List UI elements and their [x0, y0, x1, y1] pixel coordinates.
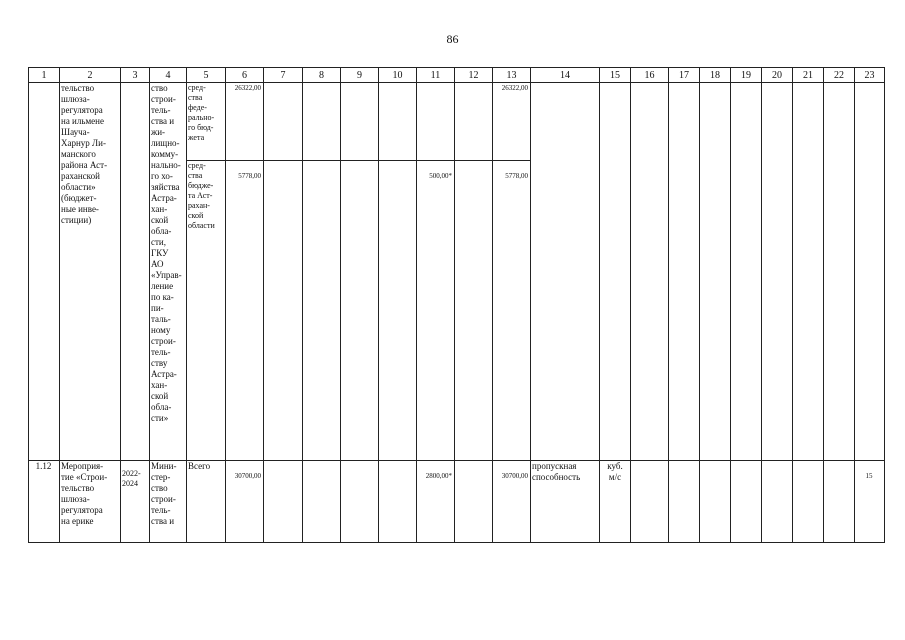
table-cell [669, 461, 700, 543]
header-cell: 3 [121, 68, 150, 83]
table-cell [731, 83, 762, 461]
table-cell-executor: ство строи- тель- ства и жи- лищно- комму- нально- го хо- зяйства Астра- хан- ской обла- сти, ГКУ АО «Управ- ление по ка- пи- таль- ному строи- тель- ству Астра- хан- ской обла- сти» [150, 83, 187, 461]
table-cell-value: 5778,00 [226, 161, 264, 461]
header-cell: 7 [264, 68, 303, 83]
table-cell [824, 461, 855, 543]
header-cell: 9 [341, 68, 379, 83]
table-cell-source: Всего [187, 461, 226, 543]
page-number: 86 [446, 32, 459, 46]
table-cell [303, 461, 341, 543]
header-cell: 8 [303, 68, 341, 83]
header-cell: 11 [417, 68, 455, 83]
table-cell-value: 15 [855, 461, 885, 543]
table-cell [121, 83, 150, 461]
table-cell [379, 161, 417, 461]
header-cell: 5 [187, 68, 226, 83]
table-cell-value: 26322,00 [493, 83, 531, 161]
table-cell [600, 83, 631, 461]
table-cell-unit: куб. м/с [600, 461, 631, 543]
table-cell-period: 2022- 2024 [121, 461, 150, 543]
table-cell-indicator: пропускная способность [531, 461, 600, 543]
header-cell: 16 [631, 68, 669, 83]
table-cell-value: 5778,00 [493, 161, 531, 461]
table-cell [700, 461, 731, 543]
header-cell: 13 [493, 68, 531, 83]
table-row [29, 83, 885, 161]
table-cell [455, 461, 493, 543]
table-cell-executor: Мини- стер- ство строи- тель- ства и [150, 461, 187, 543]
header-cell: 6 [226, 68, 264, 83]
header-cell: 15 [600, 68, 631, 83]
header-cell: 20 [762, 68, 793, 83]
header-cell: 22 [824, 68, 855, 83]
header-cell: 12 [455, 68, 493, 83]
header-cell: 19 [731, 68, 762, 83]
table-cell [824, 83, 855, 461]
table-cell [455, 161, 493, 461]
table-cell [631, 83, 669, 461]
table-cell [669, 83, 700, 461]
table-cell [531, 83, 600, 461]
budget-table [28, 67, 885, 543]
table-cell-value: 30700,00 [226, 461, 264, 543]
table-cell [341, 83, 379, 161]
table-cell [455, 83, 493, 161]
header-cell: 17 [669, 68, 700, 83]
header-cell: 2 [60, 68, 121, 83]
table-cell [29, 83, 60, 461]
table-cell [379, 461, 417, 543]
table-cell-value: 30700,00 [493, 461, 531, 543]
table-cell-value: 2800,00* [417, 461, 455, 543]
table-cell [303, 83, 341, 161]
header-cell: 10 [379, 68, 417, 83]
header-cell: 21 [793, 68, 824, 83]
table-cell-value: 26322,00 [226, 83, 264, 161]
table-cell [379, 83, 417, 161]
table-cell [762, 461, 793, 543]
table-cell [264, 83, 303, 161]
header-cell: 4 [150, 68, 187, 83]
header-cell: 23 [855, 68, 885, 83]
table-cell [700, 83, 731, 461]
table-cell [631, 461, 669, 543]
table-cell [417, 83, 455, 161]
table-cell [731, 461, 762, 543]
header-cell: 18 [700, 68, 731, 83]
table-cell-number: 1.12 [29, 461, 60, 543]
table-cell-activity: Мероприя- тие «Строи- тельство шлюза- регулятора на ерике [60, 461, 121, 543]
header-row [29, 68, 885, 83]
table-cell [793, 461, 824, 543]
table-cell [341, 461, 379, 543]
table-cell [303, 161, 341, 461]
table-cell [793, 83, 824, 461]
table-cell [855, 83, 885, 461]
table-cell [762, 83, 793, 461]
table-cell [341, 161, 379, 461]
header-cell: 14 [531, 68, 600, 83]
table-cell [264, 461, 303, 543]
table-row [29, 461, 885, 543]
table-cell-activity: тельство шлюза- регулятора на ильмене Шауча- Харнур Ли- манского района Аст- раханской области» (бюджет- ные инве- стиции) [60, 83, 121, 461]
table-cell [264, 161, 303, 461]
table-cell-source: сред- ства феде- рально- го бюд- жета [187, 83, 226, 161]
header-cell: 1 [29, 68, 60, 83]
table-cell-value: 500,00* [417, 161, 455, 461]
table-cell-source: сред- ства бюдже- та Аст- рахан- ской области [187, 161, 226, 461]
